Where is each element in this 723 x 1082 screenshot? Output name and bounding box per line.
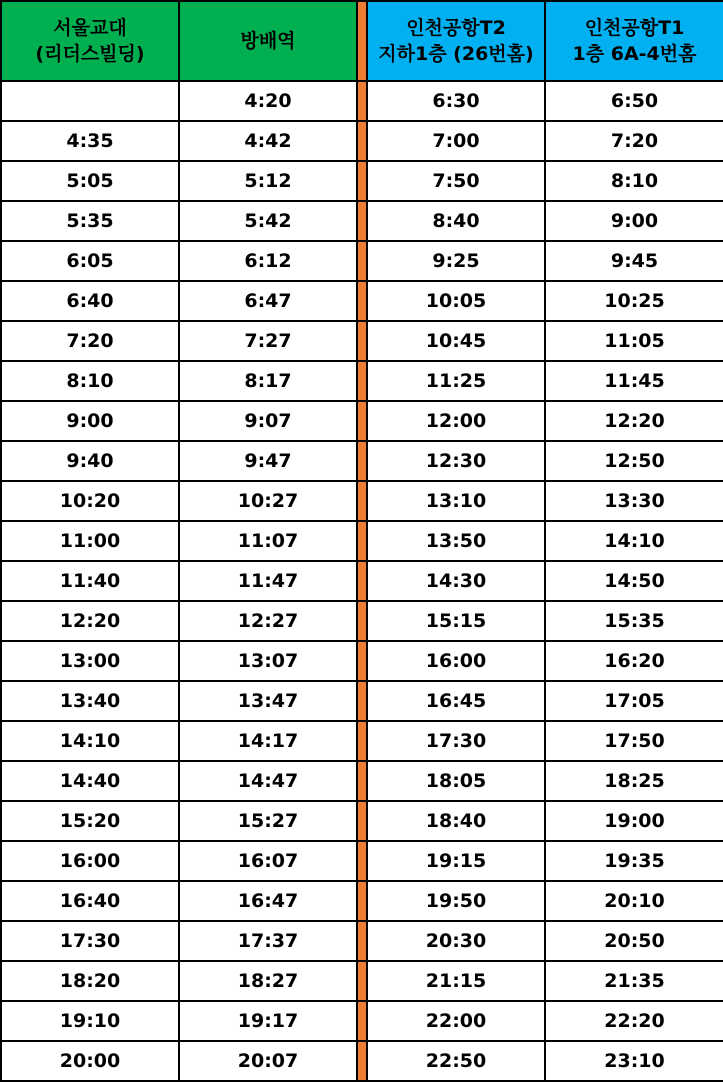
time-bangbae: 11:47: [179, 561, 357, 601]
time-bangbae: 13:07: [179, 641, 357, 681]
column-divider: [357, 841, 367, 881]
time-bangbae: 5:12: [179, 161, 357, 201]
time-incheon-t2: 13:10: [367, 481, 545, 521]
table-row: [1, 521, 723, 561]
time-incheon-t2: 6:30: [367, 81, 545, 121]
time-incheon-t1: 21:35: [545, 961, 723, 1001]
header-incheon-t2: [367, 1, 545, 81]
time-incheon-t1: 8:10: [545, 161, 723, 201]
table-row: [1, 761, 723, 801]
table-row: [1, 881, 723, 921]
time-incheon-t2: 18:05: [367, 761, 545, 801]
time-seoul-edu-univ: 10:20: [1, 481, 179, 521]
time-incheon-t2: 10:45: [367, 321, 545, 361]
time-incheon-t1: 19:00: [545, 801, 723, 841]
time-seoul-edu-univ: 17:30: [1, 921, 179, 961]
column-divider: [357, 121, 367, 161]
time-bangbae: 9:47: [179, 441, 357, 481]
header-incheon-t1: [545, 1, 723, 81]
time-bangbae: 20:07: [179, 1041, 357, 1081]
table-row: [1, 921, 723, 961]
column-divider: [357, 1041, 367, 1081]
time-seoul-edu-univ: 13:40: [1, 681, 179, 721]
time-incheon-t1: 9:00: [545, 201, 723, 241]
time-incheon-t1: 12:20: [545, 401, 723, 441]
time-seoul-edu-univ: 9:40: [1, 441, 179, 481]
time-incheon-t2: 7:00: [367, 121, 545, 161]
table-row: [1, 121, 723, 161]
time-seoul-edu-univ: 7:20: [1, 321, 179, 361]
time-incheon-t1: 6:50: [545, 81, 723, 121]
time-incheon-t2: 7:50: [367, 161, 545, 201]
table-row: [1, 401, 723, 441]
time-incheon-t2: 16:00: [367, 641, 545, 681]
time-seoul-edu-univ: 11:00: [1, 521, 179, 561]
header-bangbae-station: [179, 1, 357, 81]
time-seoul-edu-univ: 5:35: [1, 201, 179, 241]
table-row: [1, 161, 723, 201]
table-row: [1, 801, 723, 841]
column-divider: [357, 601, 367, 641]
table-row: [1, 201, 723, 241]
time-seoul-edu-univ: 19:10: [1, 1001, 179, 1041]
time-bangbae: 4:20: [179, 81, 357, 121]
time-seoul-edu-univ: 14:40: [1, 761, 179, 801]
table-row: [1, 361, 723, 401]
column-divider: [357, 881, 367, 921]
table-row: [1, 961, 723, 1001]
time-bangbae: 16:47: [179, 881, 357, 921]
column-divider: [357, 641, 367, 681]
time-bangbae: 17:37: [179, 921, 357, 961]
time-seoul-edu-univ: [1, 81, 179, 121]
time-incheon-t2: 8:40: [367, 201, 545, 241]
table-row: [1, 281, 723, 321]
time-bangbae: 4:42: [179, 121, 357, 161]
time-seoul-edu-univ: 5:05: [1, 161, 179, 201]
table-row: [1, 241, 723, 281]
table-row: [1, 561, 723, 601]
time-bangbae: 11:07: [179, 521, 357, 561]
time-incheon-t2: 22:00: [367, 1001, 545, 1041]
time-incheon-t1: 20:50: [545, 921, 723, 961]
time-bangbae: 8:17: [179, 361, 357, 401]
time-bangbae: 10:27: [179, 481, 357, 521]
time-incheon-t2: 9:25: [367, 241, 545, 281]
time-seoul-edu-univ: 4:35: [1, 121, 179, 161]
header-line-2: (리더스빌딩): [35, 43, 145, 65]
time-seoul-edu-univ: 16:00: [1, 841, 179, 881]
column-divider: [357, 921, 367, 961]
table-row: [1, 81, 723, 121]
table-row: [1, 481, 723, 521]
time-incheon-t1: 17:05: [545, 681, 723, 721]
time-seoul-edu-univ: 12:20: [1, 601, 179, 641]
time-bangbae: 5:42: [179, 201, 357, 241]
timetable-body: [1, 81, 723, 1081]
header-seoul-edu-univ: [1, 1, 179, 81]
time-incheon-t2: 22:50: [367, 1041, 545, 1081]
time-incheon-t1: 7:20: [545, 121, 723, 161]
table-row: [1, 1001, 723, 1041]
time-incheon-t2: 10:05: [367, 281, 545, 321]
time-bangbae: 12:27: [179, 601, 357, 641]
time-seoul-edu-univ: 6:40: [1, 281, 179, 321]
time-bangbae: 6:47: [179, 281, 357, 321]
column-divider: [357, 1, 367, 81]
column-divider: [357, 161, 367, 201]
column-divider: [357, 401, 367, 441]
time-seoul-edu-univ: 14:10: [1, 721, 179, 761]
header-line-1: 방배역: [240, 30, 296, 52]
column-divider: [357, 321, 367, 361]
column-divider: [357, 241, 367, 281]
column-divider: [357, 201, 367, 241]
time-incheon-t2: 13:50: [367, 521, 545, 561]
header-line-2: 지하1층 (26번홈): [378, 43, 534, 65]
column-divider: [357, 81, 367, 121]
column-divider: [357, 681, 367, 721]
time-incheon-t1: 13:30: [545, 481, 723, 521]
time-bangbae: 18:27: [179, 961, 357, 1001]
time-incheon-t1: 14:10: [545, 521, 723, 561]
time-incheon-t2: 14:30: [367, 561, 545, 601]
column-divider: [357, 961, 367, 1001]
time-bangbae: 13:47: [179, 681, 357, 721]
time-incheon-t1: 19:35: [545, 841, 723, 881]
table-row: [1, 721, 723, 761]
time-incheon-t2: 17:30: [367, 721, 545, 761]
table-row: [1, 641, 723, 681]
table-row: [1, 841, 723, 881]
column-divider: [357, 361, 367, 401]
time-incheon-t1: 23:10: [545, 1041, 723, 1081]
time-incheon-t1: 11:45: [545, 361, 723, 401]
table-row: [1, 601, 723, 641]
column-divider: [357, 721, 367, 761]
time-incheon-t2: 18:40: [367, 801, 545, 841]
time-incheon-t2: 21:15: [367, 961, 545, 1001]
time-incheon-t2: 12:30: [367, 441, 545, 481]
table-row: [1, 441, 723, 481]
time-bangbae: 16:07: [179, 841, 357, 881]
table-row: [1, 1041, 723, 1081]
column-divider: [357, 1001, 367, 1041]
time-bangbae: 6:12: [179, 241, 357, 281]
time-seoul-edu-univ: 11:40: [1, 561, 179, 601]
time-seoul-edu-univ: 13:00: [1, 641, 179, 681]
time-incheon-t2: 19:15: [367, 841, 545, 881]
time-incheon-t1: 17:50: [545, 721, 723, 761]
time-bangbae: 9:07: [179, 401, 357, 441]
time-bangbae: 14:47: [179, 761, 357, 801]
time-bangbae: 14:17: [179, 721, 357, 761]
column-divider: [357, 281, 367, 321]
column-divider: [357, 761, 367, 801]
time-incheon-t2: 16:45: [367, 681, 545, 721]
time-seoul-edu-univ: 16:40: [1, 881, 179, 921]
header-line-1: 인천공항T2: [406, 17, 506, 39]
time-incheon-t1: 9:45: [545, 241, 723, 281]
time-incheon-t1: 22:20: [545, 1001, 723, 1041]
time-incheon-t1: 11:05: [545, 321, 723, 361]
time-incheon-t2: 15:15: [367, 601, 545, 641]
header-line-1: 인천공항T1: [584, 17, 685, 39]
time-seoul-edu-univ: 18:20: [1, 961, 179, 1001]
header-line-1: 서울교대: [53, 17, 127, 39]
time-seoul-edu-univ: 15:20: [1, 801, 179, 841]
table-row: [1, 681, 723, 721]
time-incheon-t1: 16:20: [545, 641, 723, 681]
column-divider: [357, 561, 367, 601]
time-incheon-t1: 20:10: [545, 881, 723, 921]
column-divider: [357, 521, 367, 561]
time-bangbae: 15:27: [179, 801, 357, 841]
column-divider: [357, 481, 367, 521]
header-line-2: 1층 6A-4번홈: [572, 43, 697, 65]
time-incheon-t1: 14:50: [545, 561, 723, 601]
time-seoul-edu-univ: 6:05: [1, 241, 179, 281]
header-row: [1, 1, 723, 81]
column-divider: [357, 441, 367, 481]
time-incheon-t1: 12:50: [545, 441, 723, 481]
time-incheon-t2: 20:30: [367, 921, 545, 961]
time-incheon-t2: 11:25: [367, 361, 545, 401]
time-incheon-t1: 15:35: [545, 601, 723, 641]
time-seoul-edu-univ: 9:00: [1, 401, 179, 441]
time-seoul-edu-univ: 20:00: [1, 1041, 179, 1081]
time-incheon-t2: 19:50: [367, 881, 545, 921]
time-incheon-t1: 10:25: [545, 281, 723, 321]
time-bangbae: 19:17: [179, 1001, 357, 1041]
time-seoul-edu-univ: 8:10: [1, 361, 179, 401]
time-incheon-t1: 18:25: [545, 761, 723, 801]
column-divider: [357, 801, 367, 841]
time-incheon-t2: 12:00: [367, 401, 545, 441]
table-row: [1, 321, 723, 361]
time-bangbae: 7:27: [179, 321, 357, 361]
